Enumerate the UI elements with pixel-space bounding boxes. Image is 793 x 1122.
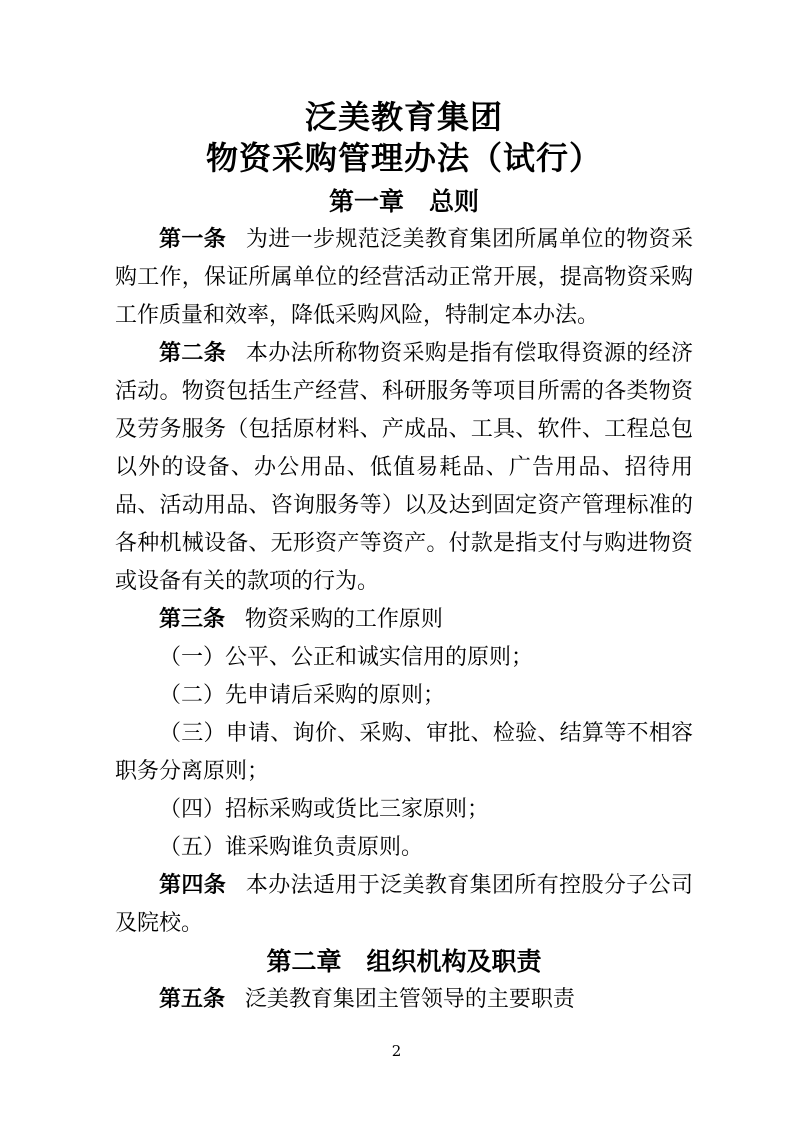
principle-item-5: （五）谁采购谁负责原则。 <box>159 835 424 860</box>
article-4-text: 本办法适用于泛美教育集团所有控股分子公司及院校。 <box>115 873 693 936</box>
article-5-text: 泛美教育集团主管领导的主要职责 <box>244 987 575 1012</box>
article-2-text: 本办法所称物资采购是指有偿取得资源的经济活动。物资包括生产经营、科研服务等项目所需的各类物资及劳务服务（包括原材料、产成品、工具、软件、工程总包以外的设备、办公用品、低值易耗品、广告用品、招待用品、活动用品、咨询服务等）以及达到固定资产管理标准的各种机械设备、无形资产等资产。付款是指支付与购进物资或设备有关的款项的行为。 <box>115 341 693 594</box>
chapter-2-heading: 第二章 组织机构及职责 <box>266 947 542 976</box>
article-1 <box>115 221 693 335</box>
principle-item-1: （一）公平、公正和诚实信用的原则； <box>159 645 534 670</box>
principle-item-2: （二）先申请后采购的原则； <box>159 683 446 708</box>
article-3-label: 第三条 <box>159 607 226 632</box>
title-line-2: 物资采购管理办法（试行） <box>205 139 602 177</box>
article-2 <box>115 335 693 601</box>
chapter-1-heading: 第一章 总则 <box>328 187 479 216</box>
article-1-label: 第一条 <box>159 227 227 252</box>
article-5-label: 第五条 <box>159 987 226 1012</box>
document-title <box>115 97 693 179</box>
principle-item-3: （三）申请、询价、采购、审批、检验、结算等不相容职务分离原则； <box>115 721 693 784</box>
article-4-label: 第四条 <box>159 873 227 898</box>
article-4 <box>115 867 693 943</box>
title-line-1: 泛美教育集团 <box>304 98 503 136</box>
article-2-label: 第二条 <box>159 341 227 366</box>
article-1-text: 为进一步规范泛美教育集团所属单位的物资采购工作，保证所属单位的经营活动正常开展，提高物资采购工作质量和效率，降低采购风险，特制定本办法。 <box>115 227 693 328</box>
article-5 <box>115 981 693 1019</box>
article-3 <box>115 601 693 639</box>
principle-item-4: （四）招标采购或货比三家原则； <box>159 797 490 822</box>
page-footer <box>0 1042 793 1060</box>
page-number: 2 <box>391 1042 402 1060</box>
article-3-text: 物资采购的工作原则 <box>244 607 443 632</box>
